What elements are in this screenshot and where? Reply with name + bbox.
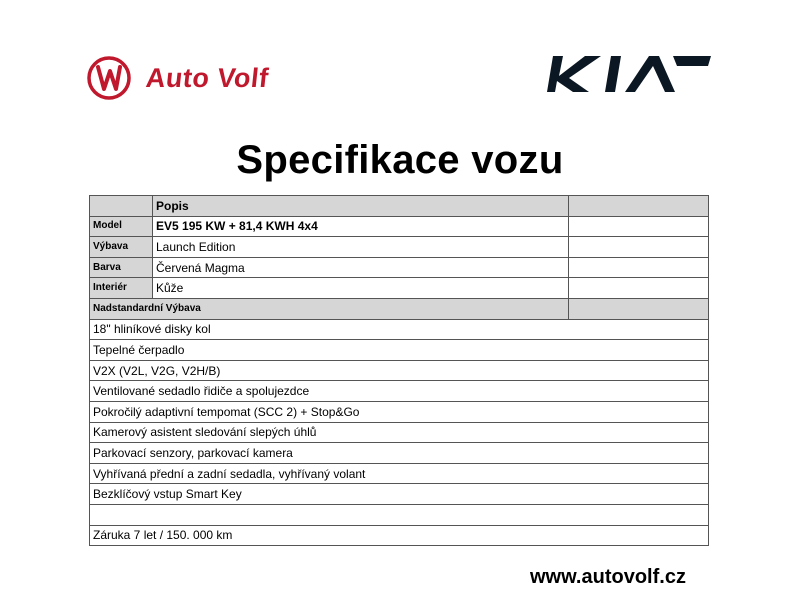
list-item (90, 340, 709, 361)
list-item (90, 443, 709, 464)
table-row (90, 237, 709, 258)
row-label: Model (90, 216, 153, 237)
page-title: Specifikace vozu (236, 138, 564, 182)
section-header-row (90, 298, 709, 319)
equipment-item: Kamerový asistent sledování slepých úhlů (90, 422, 709, 443)
list-item (90, 525, 709, 546)
section-title: Nadstandardní Výbava (90, 298, 569, 319)
header-empty-cell (90, 196, 153, 217)
row-label: Výbava (90, 237, 153, 258)
row-value: Kůže (153, 278, 569, 299)
list-item (90, 381, 709, 402)
row-extra-cell (569, 257, 709, 278)
auto-volf-logo-icon (86, 55, 132, 101)
list-item (90, 319, 709, 340)
equipment-item: Parkovací senzory, parkovací kamera (90, 443, 709, 464)
equipment-item: 18" hliníkové disky kol (90, 319, 709, 340)
row-extra-cell (569, 237, 709, 258)
header-cell: Popis (153, 196, 569, 217)
list-item (90, 422, 709, 443)
list-item (90, 504, 709, 525)
list-item (90, 360, 709, 381)
equipment-item: Pokročilý adaptivní tempomat (SCC 2) + Stop&Go (90, 401, 709, 422)
equipment-item: V2X (V2L, V2G, V2H/B) (90, 360, 709, 381)
row-label: Barva (90, 257, 153, 278)
header-extra-cell (569, 196, 709, 217)
equipment-item-empty (90, 504, 709, 525)
table-header-row (90, 196, 709, 217)
list-item (90, 484, 709, 505)
section-extra-cell (569, 298, 709, 319)
list-item (90, 401, 709, 422)
dealer-name: Auto Volf (144, 62, 271, 93)
equipment-item: Ventilované sedadlo řidiče a spolujezdce (90, 381, 709, 402)
list-item (90, 463, 709, 484)
website-link[interactable]: www.autovolf.cz (530, 566, 686, 588)
warranty-item: Záruka 7 let / 150. 000 km (90, 525, 709, 546)
row-label: Interiér (90, 278, 153, 299)
equipment-item: Tepelné čerpadlo (90, 340, 709, 361)
table-row (90, 278, 709, 299)
equipment-item: Vyhřívaná přední a zadní sedadla, vyhřívaný volant (90, 463, 709, 484)
row-extra-cell (569, 216, 709, 237)
kia-logo-icon (545, 54, 713, 94)
row-value: Launch Edition (153, 237, 569, 258)
row-value: Červená Magma (153, 257, 569, 278)
table-row (90, 257, 709, 278)
equipment-item: Bezklíčový vstup Smart Key (90, 484, 709, 505)
row-value: EV5 195 KW + 81,4 KWH 4x4 (153, 216, 569, 237)
dealer-logo (86, 55, 271, 101)
spec-table (89, 195, 709, 546)
table-row (90, 216, 709, 237)
row-extra-cell (569, 278, 709, 299)
